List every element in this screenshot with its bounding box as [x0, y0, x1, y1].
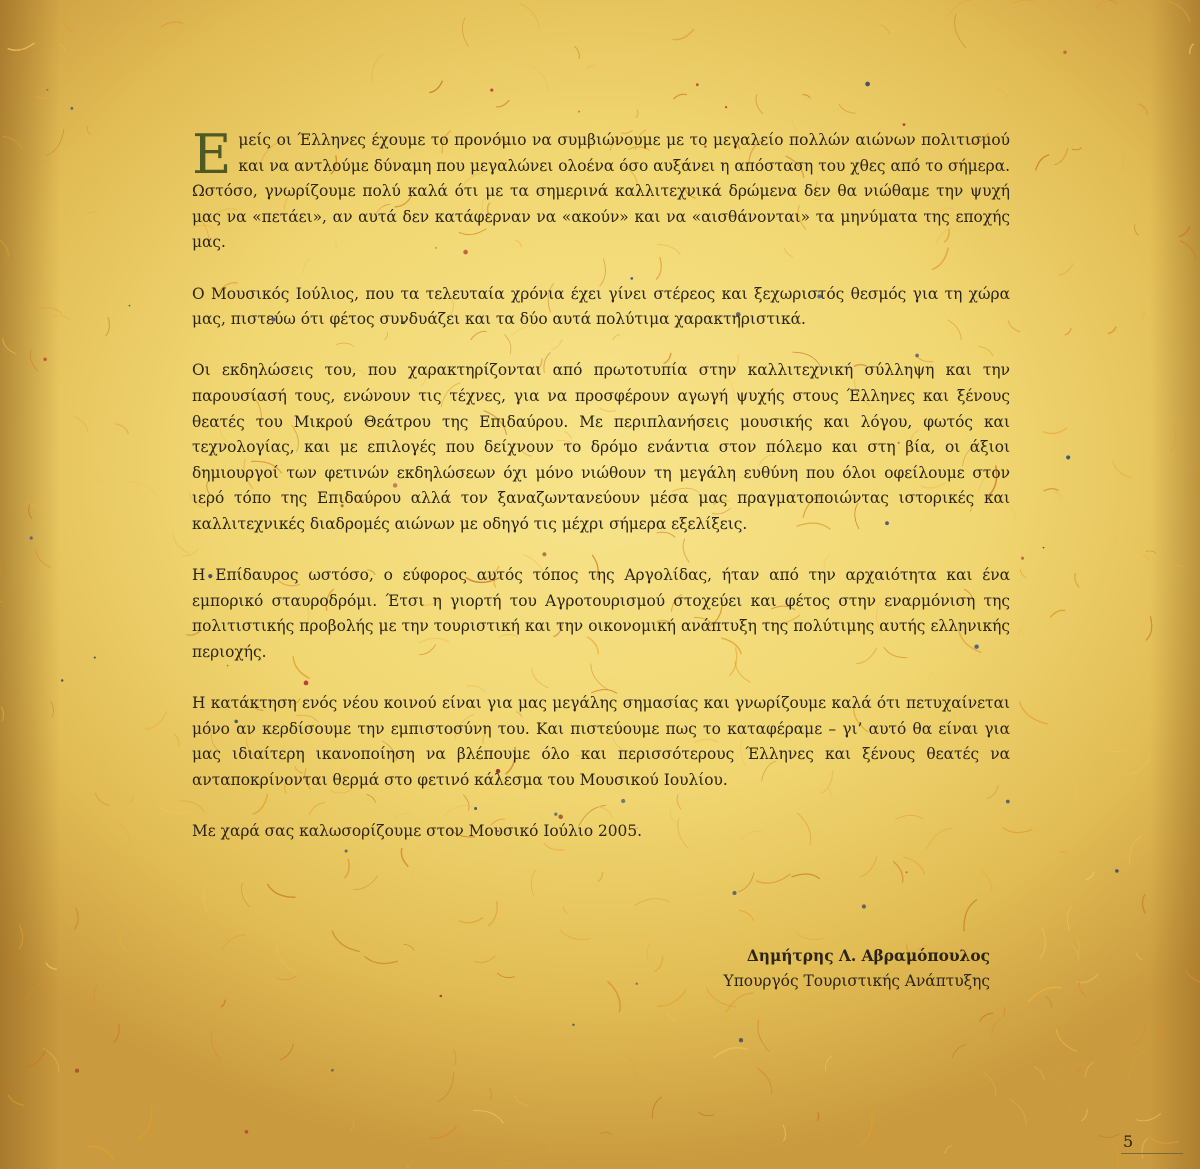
- paper-fiber: [1056, 1029, 1077, 1052]
- paper-fiber: [992, 1018, 1003, 1035]
- paper-fiber: [1109, 0, 1117, 4]
- paper-fiber: [0, 560, 1, 575]
- paper-fiber: [106, 317, 110, 336]
- paper-fiber: [19, 925, 23, 950]
- paper-fiber: [46, 963, 57, 970]
- paper-fiber: [1060, 852, 1068, 854]
- paper-fiber: [714, 1048, 748, 1058]
- paper-fiber: [0, 1076, 4, 1092]
- paper-fiber: [657, 989, 686, 1006]
- paper-fiber: [1139, 104, 1148, 115]
- paper-fiber: [673, 29, 694, 40]
- paper-fiber: [938, 69, 965, 75]
- paper-fiber: [779, 868, 803, 889]
- paper-fiber: [1046, 996, 1052, 1008]
- paragraph-3: Οι εκδηλώσεις του, που χαρακτηρίζονται από πρωτοτυπία στην καλλιτεχνική σύλληψη και την παρουσίασή τους, ενώνουν τις τέχνες, για να προσφέρουν αγωγή ψυχής στους Έλληνες και ξένους θεατές του Μικρού Θεάτρου της Επιδαύρου. Με περιπλανήσεις μουσικής και λόγου, φωτός και τεχνολογίας, και με επιλογές που δείχνουν το δρόμο ενάντια στον πόλεμο και στη βία, οι άξιοι δημιουργοί των φετινών εκδηλώσεων όχι μόνο νιώθουν τη μεγάλη ευθύνη που όλοι οφείλουμε στον ιερό τόπο της Επιδαύρου αλλά τον ξαναζωντανεύουν μέσα μας πραγματοποιώντας ιστορικές και καλλιτεχνικές διαδρομές αιώνων με οδηγό τις μέχρι σήμερα εξελίξεις.: [192, 361, 1010, 533]
- paper-fiber: [438, 1072, 453, 1101]
- paper-fiber: [380, 11, 389, 21]
- paper-fiber: [403, 944, 414, 950]
- paper-fiber: [139, 1106, 152, 1139]
- paper-fiber: [1142, 894, 1145, 914]
- paper-fiber: [1073, 781, 1076, 799]
- paper-fiber: [600, 1133, 612, 1135]
- page-number: 5: [1121, 1132, 1183, 1154]
- paper-fiber: [560, 930, 590, 939]
- paper-fleck: [572, 1024, 574, 1026]
- paper-fleck: [1115, 869, 1118, 872]
- paper-fiber: [489, 1088, 491, 1100]
- paper-fiber: [496, 100, 509, 107]
- paper-fiber: [1170, 428, 1175, 451]
- paper-fiber: [221, 935, 246, 951]
- paper-fiber: [129, 796, 133, 803]
- paper-fiber: [40, 308, 62, 314]
- paper-fleck: [636, 983, 638, 985]
- paper-fiber: [63, 18, 73, 33]
- paper-fiber: [203, 883, 207, 912]
- paper-fiber: [693, 929, 708, 949]
- paper-fiber: [1069, 1104, 1072, 1113]
- paper-fleck: [245, 1130, 249, 1134]
- paper-fleck: [30, 536, 33, 539]
- paper-fiber: [173, 534, 189, 553]
- paper-fiber: [655, 956, 663, 971]
- paper-fiber: [568, 1162, 577, 1167]
- paper-fiber: [407, 1165, 418, 1169]
- paper-fiber: [315, 974, 336, 982]
- paper-fiber: [12, 946, 18, 974]
- paper-fiber: [1155, 1019, 1163, 1039]
- paper-fiber: [1096, 745, 1130, 752]
- paper-fleck: [440, 995, 443, 998]
- paper-fiber: [1081, 1109, 1087, 1121]
- paper-fiber: [473, 1110, 504, 1123]
- paragraph-2: Ο Μουσικός Ιούλιος, που τα τελευταία χρόνια έχει γίνει στέρεος και ξεχωριστός θεσμός για τη χώρα μας, πιστεύω ότι φέτος συνδυάζει και τα δύο αυτά πολύτιμα χαρακτηριστικά.: [192, 284, 1010, 329]
- signature-block: [724, 944, 990, 994]
- paper-fiber: [1080, 162, 1087, 175]
- paper-fleck: [46, 89, 48, 91]
- paper-fiber: [30, 349, 38, 371]
- paragraph-1: [192, 123, 1010, 256]
- paper-fiber: [0, 236, 9, 257]
- paper-fiber: [1116, 531, 1124, 552]
- paper-fiber: [1136, 1114, 1161, 1121]
- paper-fiber: [8, 1095, 24, 1105]
- paper-fiber: [825, 1056, 831, 1071]
- paper-fiber: [519, 3, 539, 29]
- paper-fiber: [1008, 321, 1020, 332]
- paragraph-4: Η Επίδαυρος ωστόσο, ο εύφορος αυτός τόπος της Αργολίδας, ήταν από την αρχαιότητα και ένα εμπορικό σταυροδρόμι. Έτσι η γιορτή του Αγροτουρισμού στοχεύει και φέτος στην εναρμόνιση της πολιτιστικής προβολής με την τουριστική και την οικονομική ανάπτυξη της πολύτιμης αυτής ελληνικής περιοχής.: [192, 566, 1010, 661]
- paper-fiber: [1193, 468, 1199, 495]
- paper-fiber: [698, 1112, 714, 1116]
- paper-fiber: [1067, 906, 1071, 930]
- paper-fiber: [159, 22, 183, 28]
- paper-fleck: [578, 111, 580, 113]
- paper-fleck: [1066, 455, 1070, 459]
- paper-fiber: [1098, 1134, 1119, 1138]
- paper-fiber: [92, 281, 116, 306]
- paper-fiber: [1108, 327, 1116, 334]
- paper-fiber: [1036, 155, 1049, 171]
- paper-fiber: [32, 776, 42, 779]
- paper-fiber: [118, 822, 130, 847]
- paper-fiber: [393, 873, 413, 901]
- paper-fiber: [116, 424, 129, 434]
- paper-fleck: [906, 871, 908, 873]
- paper-fleck: [75, 1069, 79, 1073]
- paper-fiber: [1040, 928, 1045, 959]
- paper-fiber: [1129, 836, 1141, 864]
- paper-fleck: [61, 679, 63, 681]
- paper-fiber: [1073, 1068, 1080, 1072]
- paper-fiber: [996, 89, 1008, 100]
- paper-fiber: [500, 1159, 516, 1164]
- paper-fiber: [453, 1050, 455, 1066]
- paper-fiber: [1056, 1061, 1063, 1090]
- paper-fiber: [955, 14, 966, 48]
- paper-fiber: [36, 96, 47, 99]
- paper-fleck: [696, 83, 699, 86]
- paper-fiber: [365, 956, 398, 963]
- paper-fiber: [332, 931, 360, 952]
- paper-fiber: [95, 793, 110, 806]
- paper-fiber: [1054, 492, 1062, 499]
- paper-fiber: [869, 0, 872, 2]
- paper-fiber: [120, 933, 126, 951]
- paper-fiber: [462, 18, 468, 47]
- paper-fiber: [43, 1048, 59, 1072]
- paper-fiber: [157, 804, 189, 813]
- paper-fiber: [1186, 969, 1200, 984]
- paper-fiber: [353, 876, 378, 890]
- paper-fiber: [598, 872, 603, 882]
- paper-fiber: [783, 1125, 786, 1142]
- paper-fiber: [724, 8, 753, 21]
- paper-fiber: [27, 503, 47, 521]
- paper-fiber: [1013, 0, 1036, 3]
- paper-fiber: [745, 908, 758, 932]
- paper-fiber: [459, 918, 483, 923]
- paper-fiber: [241, 883, 249, 908]
- paper-fiber: [3, 338, 16, 353]
- paper-fleck: [739, 1038, 743, 1042]
- paper-fiber: [488, 901, 497, 926]
- paper-fiber: [1180, 241, 1196, 260]
- paper-fiber: [1085, 1062, 1094, 1078]
- paper-fiber: [647, 942, 651, 959]
- paper-fiber: [964, 900, 977, 932]
- paper-fiber: [860, 1113, 872, 1147]
- paper-fiber: [497, 973, 515, 978]
- paper-fiber: [1020, 702, 1048, 724]
- paper-fiber: [726, 993, 754, 1013]
- paper-fiber: [47, 316, 71, 320]
- paper-fiber: [1190, 44, 1194, 54]
- paper-fiber: [221, 1000, 226, 1008]
- paper-fiber: [1028, 987, 1061, 1001]
- paper-fiber: [1096, 2, 1105, 9]
- paper-fiber: [1146, 551, 1157, 554]
- paper-fiber: [1124, 758, 1150, 774]
- paper-fiber: [792, 874, 820, 879]
- paper-fiber: [277, 976, 296, 980]
- paper-fiber: [756, 874, 791, 883]
- paper-fiber: [531, 870, 536, 896]
- paper-fleck: [1063, 51, 1067, 55]
- paper-fiber: [93, 476, 104, 482]
- paper-fiber: [372, 54, 383, 81]
- paper-fiber: [817, 1112, 819, 1121]
- paper-fiber: [44, 159, 52, 166]
- drop-cap: Ε: [192, 123, 232, 186]
- paper-fiber: [586, 65, 594, 69]
- paper-fiber: [1072, 148, 1082, 150]
- paragraph-5: Η κατάκτηση ενός νέου κοινού είναι για μας μεγάλης σημασίας και γνωρίζουμε καλά ότι πετυχαίνεται μόνο αν κερδίσουμε την εμπιστοσύνη του. Και πιστεύουμε πως το καταφέραμε – γι’ αυτό θα είναι για μας ιδιαίτερη ικανοποίηση να βλέπουμε όλο και περισσότερους Έλληνες και ξένους θεατές να ανταποκρίνονται θερμά στο φετινό κάλεσμα του Μουσικού Ιουλίου.: [192, 694, 1010, 789]
- paper-fiber: [979, 1013, 993, 1021]
- paper-fiber: [102, 54, 109, 70]
- letter-body: [192, 123, 1010, 870]
- paper-fiber: [1, 707, 3, 722]
- paper-fiber: [1075, 573, 1080, 588]
- paper-fiber: [1054, 148, 1068, 165]
- signatory-name: Δημήτρης Λ. Αβραμόπουλος: [746, 947, 990, 965]
- paper-fiber: [151, 22, 161, 38]
- paper-fiber: [535, 1134, 552, 1152]
- paper-fiber: [514, 1096, 528, 1106]
- paper-fiber: [29, 504, 32, 519]
- paper-fleck: [725, 106, 727, 108]
- paper-fiber: [945, 1146, 952, 1153]
- paper-fiber: [51, 701, 54, 717]
- paper-fiber: [0, 602, 3, 616]
- paper-fiber: [1172, 560, 1185, 566]
- paper-fleck: [862, 904, 866, 908]
- paper-fiber: [1010, 1099, 1026, 1125]
- paper-fiber: [739, 910, 754, 921]
- paper-fiber: [1113, 461, 1132, 478]
- paper-fiber: [839, 104, 856, 113]
- paper-fleck: [1021, 557, 1024, 560]
- paper-fleck: [1043, 547, 1045, 549]
- paper-fiber: [474, 956, 495, 962]
- paper-fiber: [636, 109, 638, 118]
- paper-fiber: [404, 1031, 411, 1053]
- paper-fiber: [430, 1127, 456, 1139]
- paragraph-6: Με χαρά σας καλωσορίζουμε στον Μουσικό Ιούλιο 2005.: [192, 822, 643, 841]
- paper-fleck: [490, 89, 493, 92]
- paper-fiber: [667, 1010, 677, 1021]
- paper-fiber: [948, 0, 971, 17]
- paper-fiber: [429, 81, 442, 93]
- paper-fiber: [1086, 871, 1094, 879]
- paper-fiber: [1141, 311, 1144, 320]
- paper-fiber: [174, 734, 179, 746]
- paper-fiber: [94, 985, 98, 1001]
- paper-fiber: [1134, 225, 1138, 236]
- paper-fiber: [1077, 974, 1099, 983]
- paper-fiber: [1142, 555, 1149, 561]
- paper-fiber: [307, 1068, 325, 1084]
- paper-fiber: [881, 25, 889, 34]
- paper-fleck: [732, 891, 736, 895]
- paper-fiber: [118, 53, 124, 78]
- signatory-title: Υπουργός Τουριστικής Ανάπτυξης: [723, 972, 990, 990]
- paper-fiber: [1129, 1050, 1147, 1081]
- paper-fiber: [1146, 616, 1152, 640]
- paper-fiber: [59, 44, 66, 52]
- paper-fiber: [803, 95, 811, 99]
- paper-fiber: [1130, 1023, 1147, 1046]
- paper-fiber: [1034, 1067, 1044, 1081]
- paper-fiber: [1044, 489, 1059, 491]
- paper-fiber: [25, 1049, 47, 1067]
- paper-fiber: [1043, 428, 1067, 434]
- paper-fiber: [485, 8, 495, 11]
- paper-fiber: [87, 211, 96, 213]
- paper-fiber: [635, 899, 669, 906]
- paper-fiber: [57, 412, 66, 427]
- paper-fiber: [1065, 328, 1071, 335]
- paper-fiber: [1059, 264, 1074, 275]
- paper-fiber: [211, 1031, 220, 1058]
- paper-fiber: [36, 549, 51, 567]
- paper-fiber: [25, 982, 49, 1000]
- paper-fiber: [3, 136, 23, 149]
- paper-fiber: [87, 126, 90, 135]
- paper-fiber: [128, 481, 156, 496]
- paragraph-1-text: μείς οι Έλληνες έχουμε το προνόμιο να συμβιώνουμε με το μεγαλείο πολλών αιώνων πολιτισμού και να αντλούμε δύναμη που μεγαλώνει ολοένα όσο αυξάνει η απόσταση του χθες από το σήμερα. Ωστόσο, γνωρίζουμε πολύ καλά ότι με τα σημερινά καλλιτεχνικά δρώμενα δεν θα νιώθαμε την ψυχή μας να «πετάει», αν αυτά δεν κατάφερναν να «ακούν» και να «αισθάνονται» τα μηνύματα της εποχής μας.: [192, 131, 1010, 252]
- paper-fiber: [1079, 981, 1087, 997]
- paper-fiber: [756, 94, 763, 113]
- paper-fiber: [155, 933, 186, 945]
- paper-fiber: [530, 66, 548, 90]
- paper-fiber: [673, 94, 686, 99]
- paper-fiber: [1136, 953, 1142, 960]
- paper-fiber: [276, 944, 296, 973]
- paper-fleck: [129, 305, 131, 307]
- paper-fiber: [145, 711, 167, 729]
- paper-fiber: [652, 1097, 662, 1119]
- paper-fiber: [74, 908, 78, 930]
- paper-fiber: [608, 981, 621, 1012]
- paper-fiber: [1167, 1, 1189, 22]
- paper-fleck: [331, 1069, 334, 1072]
- paper-fiber: [758, 1020, 770, 1052]
- paper-fleck: [94, 657, 96, 659]
- paper-fiber: [563, 907, 567, 914]
- paper-fiber: [87, 1146, 113, 1159]
- paper-fiber: [758, 1069, 772, 1095]
- paper-fiber: [75, 417, 88, 432]
- paper-fiber: [796, 932, 825, 939]
- paper-fleck: [43, 358, 46, 361]
- paper-fiber: [984, 1073, 996, 1096]
- paper-fiber: [1112, 1142, 1118, 1167]
- paper-fiber: [1072, 945, 1079, 961]
- paper-fiber: [981, 871, 991, 892]
- paper-fiber: [46, 129, 64, 156]
- paper-fleck: [903, 123, 906, 126]
- paper-fiber: [1018, 629, 1023, 636]
- paper-fiber: [267, 884, 295, 897]
- paper-fiber: [952, 1045, 966, 1058]
- paper-fiber: [575, 46, 580, 59]
- paper-fiber: [1020, 569, 1026, 578]
- paper-fiber: [920, 97, 923, 121]
- paper-fiber: [1003, 1007, 1005, 1016]
- paper-fiber: [1050, 610, 1065, 617]
- paper-fiber: [113, 1024, 119, 1042]
- paper-fleck: [71, 107, 74, 110]
- paper-fiber: [628, 1056, 636, 1084]
- paper-fiber: [1179, 226, 1190, 236]
- paper-fleck: [865, 82, 870, 87]
- paper-fiber: [351, 1120, 354, 1130]
- paper-fiber: [1115, 151, 1124, 177]
- paper-fiber: [280, 1044, 294, 1060]
